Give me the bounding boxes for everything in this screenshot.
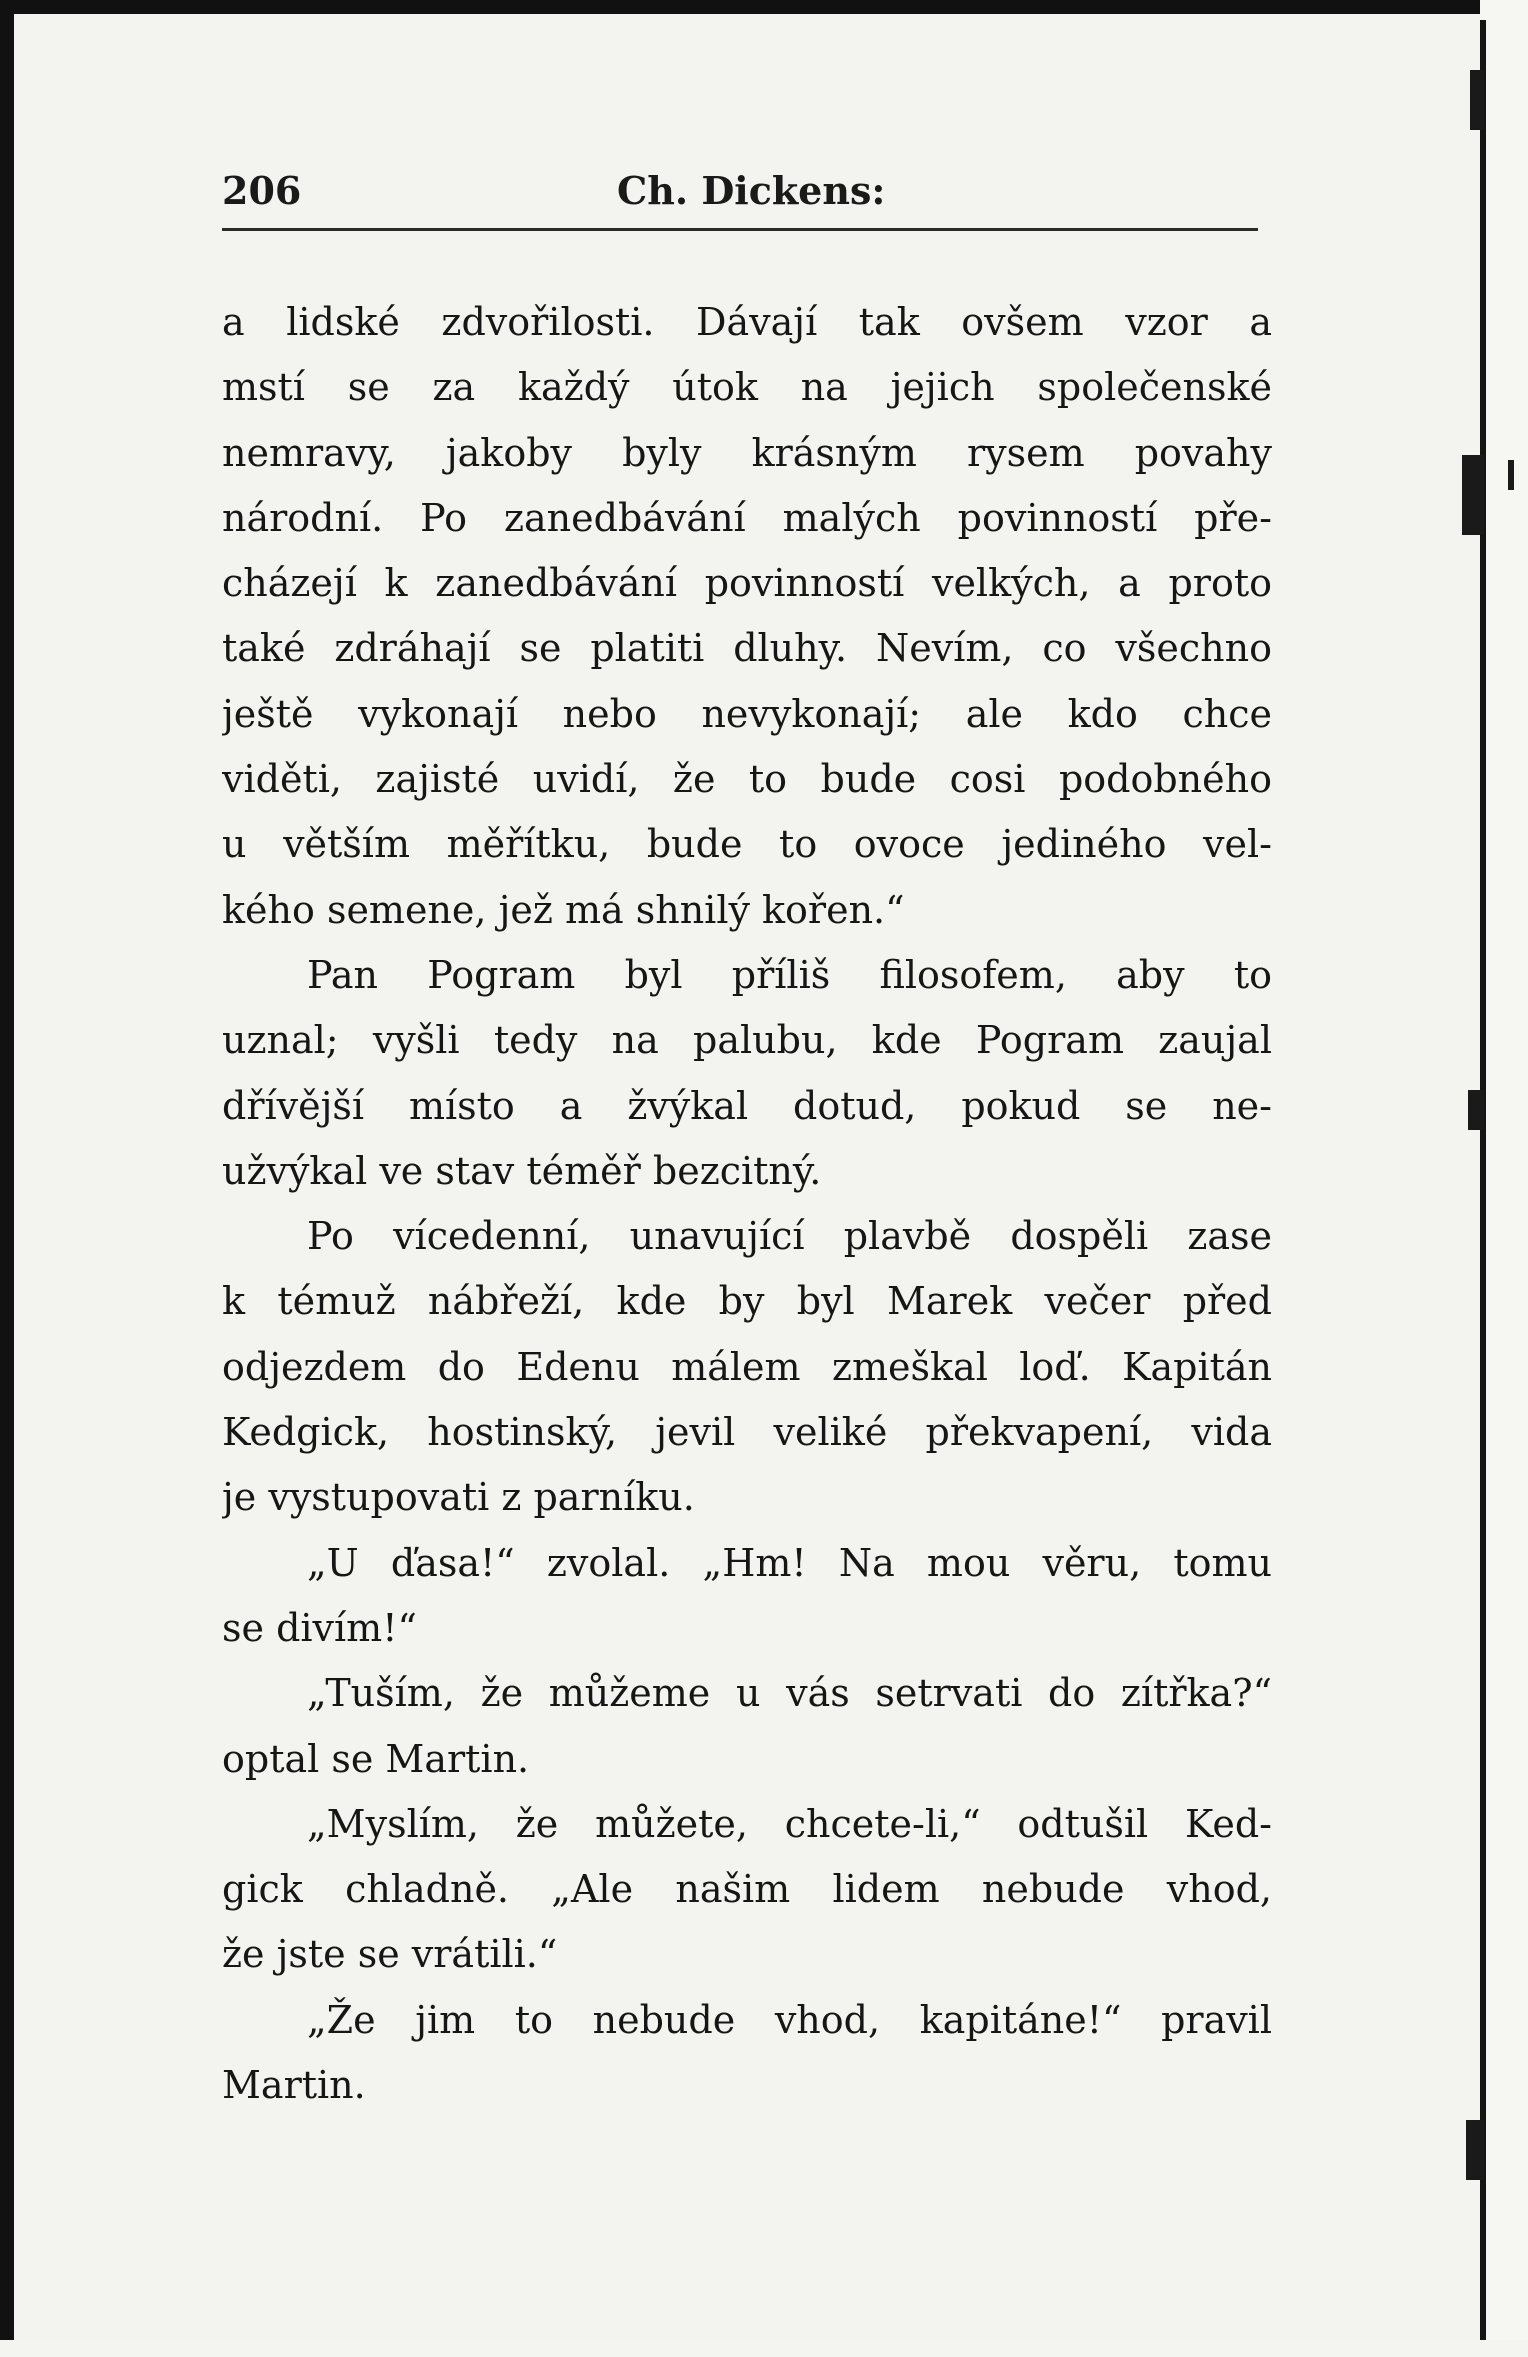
text-line: optal se Martin. xyxy=(222,1736,530,1781)
edge-mark xyxy=(1470,70,1484,130)
text-line: „Myslím, že můžete, chcete-li,“ odtušil Ked- xyxy=(307,1801,1272,1846)
edge-mark xyxy=(1466,2120,1484,2180)
text-line: nemravy, jakoby byly krásným rysem povahy xyxy=(222,430,1272,475)
page-edge-margin xyxy=(1480,0,1528,2357)
text-line: k témuž nábřeží, kde by byl Marek večer před xyxy=(222,1279,1272,1324)
text-line: u větším měřítku, bude to ovoce jediného vel- xyxy=(222,822,1272,867)
text-line: že jste se vrátili.“ xyxy=(222,1932,558,1977)
text-line: Martin. xyxy=(222,2063,366,2108)
edge-mark xyxy=(1508,460,1514,490)
text-line: a lidské zdvořilosti. Dávají tak ovšem vzor a xyxy=(222,300,1272,344)
running-header xyxy=(222,160,1262,220)
text-line: mstí se za každý útok na jejich společenské xyxy=(222,365,1272,410)
text-line: gick chladně. „Ale našim lidem nebude vhod, xyxy=(222,1867,1272,1912)
text-line: je vystupovati z parníku. xyxy=(222,1475,695,1520)
body-text xyxy=(222,290,1272,2118)
text-line: uznal; vyšli tedy na palubu, kde Pogram zaujal xyxy=(222,1018,1272,1063)
running-title: Ch. Dickens: xyxy=(617,168,886,213)
text-line: kého semene, jež má shnilý kořen.“ xyxy=(222,887,905,932)
edge-mark xyxy=(1468,1090,1484,1130)
text-line: cházejí k zanedbávání povinností velkých, a proto xyxy=(222,561,1272,606)
page-bottom-edge xyxy=(0,2340,1528,2357)
text-line: národní. Po zanedbávání malých povinností pře- xyxy=(222,495,1272,540)
text-line: se divím!“ xyxy=(222,1605,417,1650)
text-line: ještě vykonají nebo nevykonají; ale kdo chce xyxy=(222,691,1272,736)
text-line: „Tuším, že můžeme u vás setrvati do zítřka?“ xyxy=(307,1671,1272,1716)
text-line: viděti, zajisté uvidí, že to bude cosi podobného xyxy=(222,757,1272,802)
page-edge-line xyxy=(1480,20,1486,2340)
text-line: užvýkal ve stav téměř bezcitný. xyxy=(222,1148,822,1193)
text-line: Kedgick, hostinský, jevil veliké překvapení, vida xyxy=(222,1410,1272,1455)
page-number: 206 xyxy=(222,168,302,213)
text-line: „U ďasa!“ zvolal. „Hm! Na mou věru, tomu xyxy=(307,1540,1272,1585)
text-line: Pan Pogram byl příliš filosofem, aby to xyxy=(307,952,1272,997)
text-line: Po vícedenní, unavující plavbě dospěli zase xyxy=(307,1214,1272,1259)
text-line: dřívější místo a žvýkal dotud, pokud se ne- xyxy=(222,1083,1272,1128)
text-line: odjezdem do Edenu málem zmeškal loď. Kapitán xyxy=(222,1344,1272,1389)
text-line: „Že jim to nebude vhod, kapitáne!“ pravil xyxy=(307,1997,1272,2042)
text-line: také zdráhají se platiti dluhy. Nevím, co všechno xyxy=(222,626,1272,671)
edge-mark xyxy=(1462,455,1484,535)
header-rule xyxy=(222,228,1258,231)
